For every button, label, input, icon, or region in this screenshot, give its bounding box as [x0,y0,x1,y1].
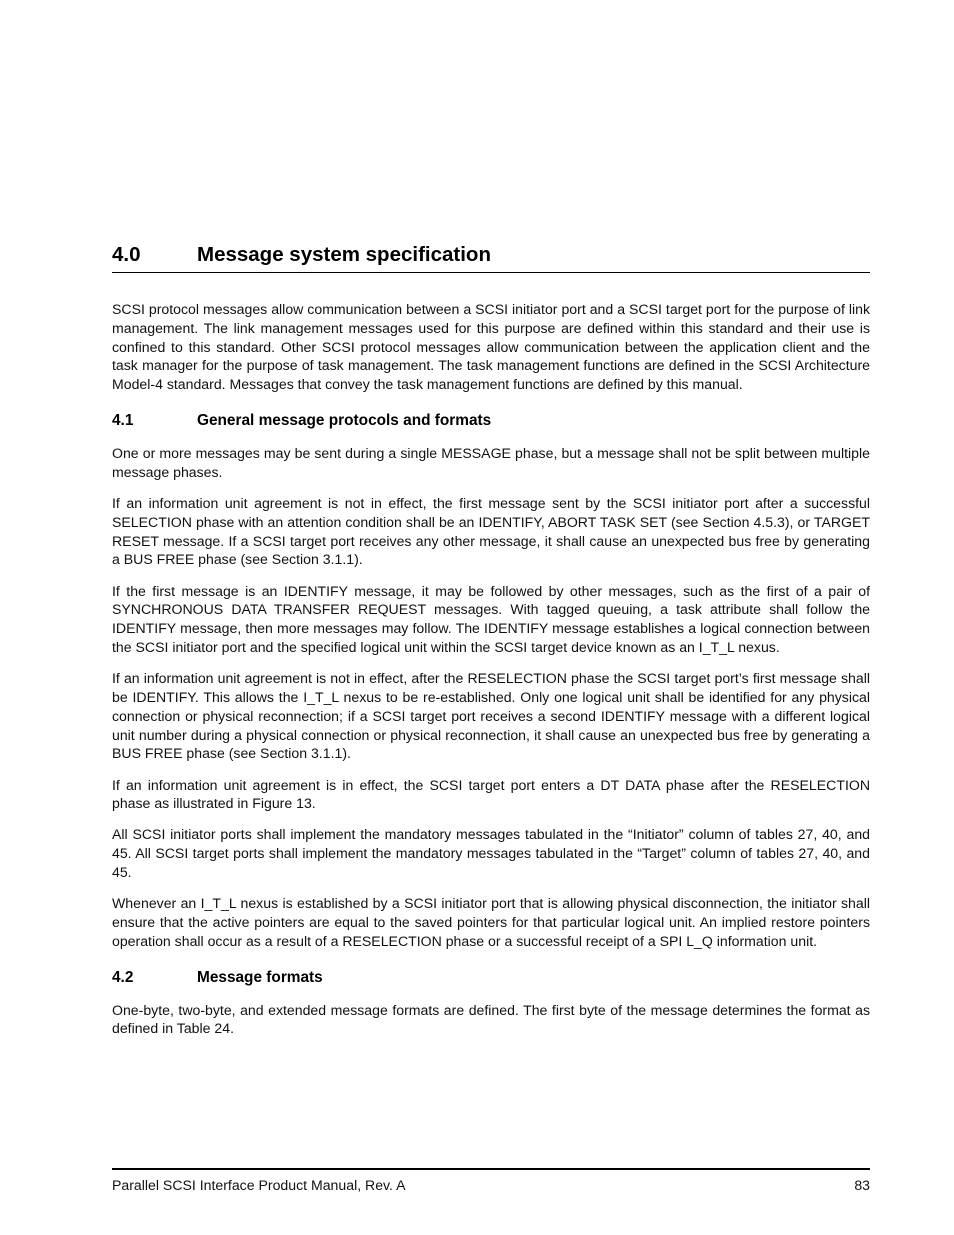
page-footer [112,1168,870,1193]
subsection-heading-4-2 [112,969,870,989]
paragraph: One-byte, two-byte, and extended message formats are defined. The first byte of the message determines the format as defined in Table 24. [112,1001,870,1037]
subsection-title: Message formats [197,968,323,986]
intro-paragraph: SCSI protocol messages allow communication between a SCSI initiator port and a SCSI target port for the purpose of link management. The link management messages used for this purpose are defined within this standard and their use is confined to this standard. Other SCSI protocol messages allow communication between the application client and the task manager for the purpose of task management. The task management functions are defined in the SCSI Architecture Model-4 standard. Messages that convey the task management functions are defined by this manual. [112,301,870,393]
subsection-title: General message protocols and formats [197,411,492,429]
paragraph: One or more messages may be sent during a single MESSAGE phase, but a message shall not be split between multiple message phases. [112,444,870,480]
section-title: Message system specification [197,243,491,266]
footer-page-number: 83 [854,1177,870,1193]
section-number: 4.0 [112,243,141,266]
section-heading [112,241,870,273]
subsection-number: 4.2 [112,968,134,986]
footer-document-title: Parallel SCSI Interface Product Manual, Rev. A [112,1177,406,1193]
section-body [112,300,870,1051]
subsection-heading-4-1 [112,412,870,432]
paragraph: If the first message is an IDENTIFY message, it may be followed by other messages, such as the first of a pair of SYNCHRONOUS DATA TRANSFER REQUEST messages. With tagged queuing, a task attribute shall follow the IDENTIFY message, then more messages may follow. The IDENTIFY message establishes a logical connection between the SCSI initiator port and the specified logical unit within the SCSI target device known as an I_T_L nexus. [112,582,870,655]
subsection-number: 4.1 [112,411,134,429]
paragraph: If an information unit agreement is not in effect, after the RESELECTION phase the SCSI target port’s first message shall be IDENTIFY. This allows the I_T_L nexus to be re-established. Only one logical unit shall be identified for any physical connection or physical reconnection; if a SCSI target port receives a second IDENTIFY message with a different logical unit number during a physical connection or physical reconnection, it shall cause an unexpected bus free by generating a BUS FREE phase (see Section 3.1.1). [112,670,870,762]
paragraph: All SCSI initiator ports shall implement the mandatory messages tabulated in the “Initiator” column of tables 27, 40, and 45. All SCSI target ports shall implement the mandatory messages tabulated in the “Target” column of tables 27, 40, and 45. [112,826,870,881]
paragraph: Whenever an I_T_L nexus is established by a SCSI initiator port that is allowing physical disconnection, the initiator shall ensure that the active pointers are equal to the saved pointers for that particular logical unit. An implied restore pointers operation shall occur as a result of a RESELECTION phase or a successful receipt of a SPI L_Q information unit. [112,895,870,949]
paragraph: If an information unit agreement is not in effect, the first message sent by the SCSI initiator port after a successful SELECTION phase with an attention condition shall be an IDENTIFY, ABORT TASK SET (see Section 4.5.3), or TARGET RESET message. If a SCSI target port receives any other message, it shall cause an unexpected bus free by generating a BUS FREE phase (see Section 3.1.1). [112,494,870,568]
paragraph: If an information unit agreement is in effect, the SCSI target port enters a DT DATA phase after the RESELECTION phase as illustrated in Figure 13. [112,776,870,812]
